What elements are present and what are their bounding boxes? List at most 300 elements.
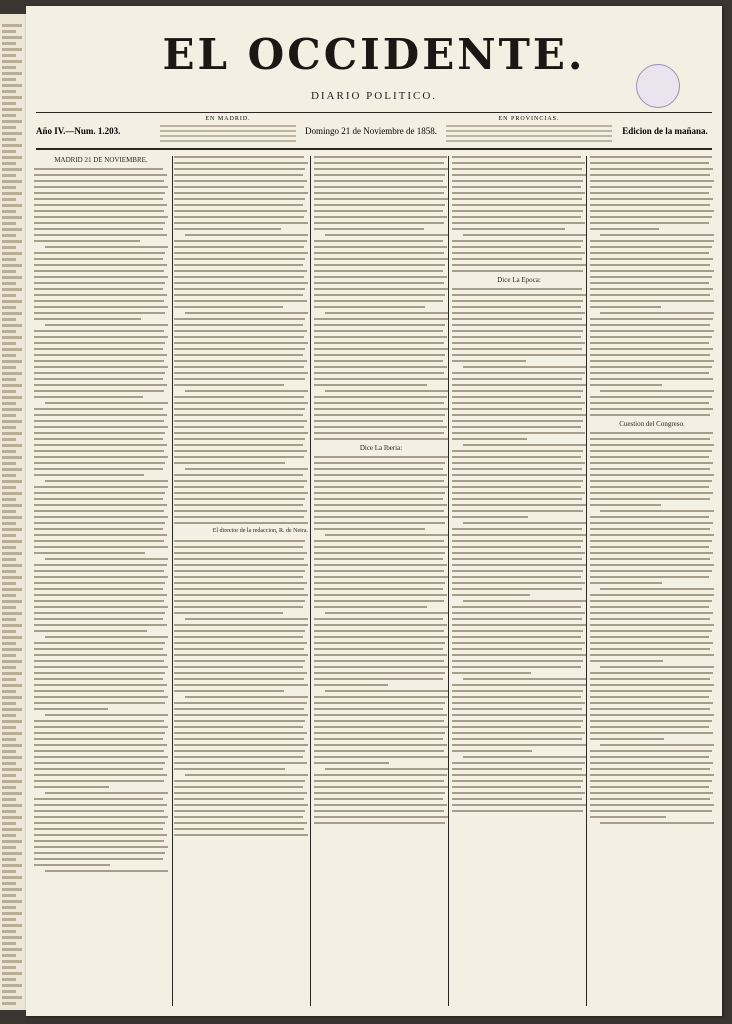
text-line (34, 318, 141, 320)
ghost-line (2, 624, 22, 627)
ghost-line (2, 30, 16, 33)
ghost-line (2, 336, 22, 339)
text-line (314, 528, 425, 530)
text-line (314, 558, 443, 560)
text-line (590, 336, 712, 338)
text-line (314, 270, 443, 272)
text-line (174, 432, 308, 434)
text-line (452, 510, 583, 512)
ghost-line (2, 594, 16, 597)
column-2-signature: El director de la redaccion, R. de Neira. (212, 528, 308, 534)
ghost-line (2, 882, 16, 885)
text-line (452, 240, 583, 242)
text-line (34, 336, 168, 338)
text-line (314, 666, 448, 668)
text-line (452, 372, 585, 374)
ghost-line (2, 402, 16, 405)
text-line (34, 552, 145, 554)
text-line (314, 576, 448, 578)
text-line (314, 738, 443, 740)
text-line (314, 378, 448, 380)
text-line (174, 654, 308, 656)
text-line (314, 282, 444, 284)
ghost-line (2, 54, 16, 57)
text-line (314, 474, 447, 476)
text-line (590, 462, 713, 464)
text-line (452, 540, 583, 542)
text-line (34, 420, 164, 422)
ghost-line (2, 378, 16, 381)
text-line (590, 408, 713, 410)
ghost-line (2, 666, 16, 669)
text-line (452, 342, 585, 344)
text-line (452, 330, 583, 332)
text-line (45, 714, 168, 716)
text-line (34, 234, 167, 236)
text-line (452, 738, 582, 740)
ghost-line (2, 768, 22, 771)
ghost-line (2, 246, 16, 249)
text-line (314, 210, 443, 212)
text-line (452, 354, 586, 356)
ghost-line (2, 894, 16, 897)
ghost-line (2, 426, 16, 429)
text-line (34, 726, 168, 728)
text-line (45, 324, 168, 326)
text-line (452, 348, 582, 350)
text-line (452, 384, 586, 386)
column-1 (34, 156, 168, 1006)
text-line (174, 228, 281, 230)
text-line (314, 684, 388, 686)
text-line (34, 468, 163, 470)
text-line (590, 696, 709, 698)
text-line (452, 210, 583, 212)
text-line (590, 396, 712, 398)
text-line (590, 672, 713, 674)
text-line (314, 732, 445, 734)
text-line (452, 552, 585, 554)
text-line (452, 648, 582, 650)
text-line (452, 546, 581, 548)
text-line (314, 318, 448, 320)
ghost-line (2, 390, 16, 393)
text-line (325, 612, 448, 614)
text-line (174, 690, 284, 692)
text-line (452, 516, 528, 518)
text-line (452, 570, 583, 572)
text-line (34, 846, 168, 848)
text-line (600, 390, 714, 392)
text-line (314, 582, 445, 584)
ghost-line (2, 168, 22, 171)
text-line (590, 294, 710, 296)
ghost-line (2, 978, 16, 981)
text-line (314, 522, 445, 524)
text-line (325, 768, 448, 770)
text-line (590, 330, 714, 332)
text-line (452, 558, 582, 560)
text-line (590, 648, 710, 650)
text-line (314, 570, 444, 572)
text-line (590, 534, 714, 536)
text-line (34, 570, 164, 572)
text-line (34, 426, 168, 428)
ghost-line (2, 924, 22, 927)
ghost-line (2, 648, 22, 651)
text-line (174, 702, 307, 704)
text-line (590, 630, 712, 632)
text-line (34, 192, 165, 194)
text-line (314, 804, 447, 806)
text-line (314, 492, 445, 494)
text-line (314, 216, 447, 218)
text-line (34, 510, 164, 512)
text-line (34, 522, 165, 524)
text-line (314, 552, 445, 554)
ghost-line (2, 798, 16, 801)
text-line (185, 618, 308, 620)
text-line (452, 192, 585, 194)
text-line (314, 462, 445, 464)
text-line (590, 564, 714, 566)
text-line (600, 510, 714, 512)
text-line (314, 306, 425, 308)
text-line (174, 270, 307, 272)
text-line (34, 744, 167, 746)
ghost-line (2, 654, 16, 657)
column-4-heading: Dice La Epoca: (497, 276, 541, 284)
ghost-line (2, 276, 22, 279)
text-line (590, 318, 713, 320)
ghost-line (2, 828, 22, 831)
text-line (600, 234, 714, 236)
text-line (34, 492, 165, 494)
text-line (174, 450, 307, 452)
text-line (34, 222, 165, 224)
text-line (452, 714, 586, 716)
ghost-line (2, 588, 22, 591)
text-line (314, 180, 443, 182)
text-line (185, 696, 308, 698)
text-line (174, 324, 303, 326)
text-line (34, 240, 140, 242)
ghost-line (2, 936, 22, 939)
text-line (34, 858, 163, 860)
text-line (314, 396, 447, 398)
ghost-line (2, 258, 16, 261)
text-line (590, 516, 709, 518)
text-line (590, 624, 714, 626)
provinces-subscription-box (446, 116, 612, 144)
text-line (463, 678, 586, 680)
text-line (34, 294, 167, 296)
column-5-heading: Cuestion del Congreso. (619, 420, 685, 428)
ghost-line (2, 456, 22, 459)
text-line (34, 732, 165, 734)
text-line (314, 792, 445, 794)
text-line (463, 444, 586, 446)
ghost-line (2, 660, 22, 663)
text-line (590, 558, 710, 560)
text-line (34, 696, 168, 698)
text-line (34, 312, 165, 314)
text-line (452, 804, 586, 806)
text-line (174, 798, 304, 800)
text-line (174, 276, 304, 278)
text-line (463, 600, 586, 602)
text-line (314, 696, 448, 698)
text-line (34, 546, 168, 548)
text-line (174, 546, 303, 548)
column-3-heading: Dice La Iberia: (359, 444, 403, 452)
text-line (590, 414, 710, 416)
text-line (174, 582, 307, 584)
text-line (314, 600, 444, 602)
text-line (452, 264, 586, 266)
text-line (34, 306, 168, 308)
text-line (314, 204, 445, 206)
column-separator (586, 156, 587, 1006)
text-line (174, 522, 308, 524)
column-1-heading: MADRID 21 DE NOVIEMBRE. (54, 156, 148, 164)
text-line (314, 498, 443, 500)
text-line (34, 786, 109, 788)
text-line (452, 198, 582, 200)
ghost-line (2, 198, 16, 201)
text-line (174, 612, 283, 614)
ghost-line (2, 228, 22, 231)
text-line (590, 252, 709, 254)
text-line (452, 414, 586, 416)
text-line (174, 780, 305, 782)
ghost-line (2, 570, 16, 573)
text-line (314, 384, 427, 386)
text-line (590, 216, 712, 218)
text-line (34, 564, 167, 566)
text-line (174, 186, 304, 188)
text-line (174, 396, 304, 398)
ghost-line (2, 756, 22, 759)
text-line (174, 486, 304, 488)
column-separator (310, 156, 311, 1006)
text-line (590, 456, 709, 458)
text-line (590, 804, 714, 806)
text-line (590, 726, 709, 728)
text-line (314, 456, 448, 458)
text-line (174, 282, 308, 284)
text-line (590, 654, 714, 656)
text-line (34, 774, 167, 776)
text-line (452, 162, 585, 164)
text-line (174, 474, 303, 476)
text-line (590, 210, 714, 212)
text-line (34, 762, 165, 764)
text-line (590, 612, 713, 614)
text-line (452, 696, 581, 698)
text-line (314, 810, 444, 812)
text-line (452, 504, 586, 506)
text-line (34, 360, 164, 362)
ghost-line (2, 294, 16, 297)
text-line (590, 162, 709, 164)
text-line (174, 306, 283, 308)
text-line (174, 426, 304, 428)
text-line (34, 204, 167, 206)
ghost-line (2, 780, 22, 783)
text-line (452, 798, 582, 800)
ghost-line (2, 126, 16, 129)
text-line (45, 480, 168, 482)
ghost-line (2, 144, 22, 147)
text-line (452, 222, 585, 224)
text-line (314, 744, 447, 746)
ghost-line (2, 840, 22, 843)
ghost-line (2, 462, 16, 465)
text-line (45, 792, 168, 794)
text-line (185, 774, 308, 776)
text-line (314, 486, 448, 488)
text-line (314, 798, 443, 800)
text-line (174, 246, 304, 248)
text-line (590, 204, 710, 206)
ghost-line (2, 942, 16, 945)
ghost-line (2, 240, 22, 243)
ghost-line (2, 150, 16, 153)
text-line (463, 234, 586, 236)
text-line (452, 216, 581, 218)
text-line (34, 750, 164, 752)
text-line (34, 528, 163, 530)
text-line (174, 552, 307, 554)
ghost-line (2, 102, 16, 105)
text-line (314, 654, 447, 656)
text-line (452, 732, 585, 734)
ghost-line (2, 690, 16, 693)
text-line (34, 648, 163, 650)
text-line (34, 396, 143, 398)
text-line (174, 342, 308, 344)
text-line (325, 234, 448, 236)
text-line (314, 708, 443, 710)
text-line (34, 582, 165, 584)
ghost-line (2, 930, 16, 933)
text-line (590, 798, 710, 800)
text-line (452, 486, 581, 488)
text-line (174, 750, 305, 752)
text-line (463, 756, 586, 758)
text-line (185, 390, 308, 392)
text-line (452, 168, 582, 170)
text-line (452, 564, 586, 566)
text-line (452, 174, 586, 176)
text-line (590, 792, 713, 794)
text-line (452, 258, 582, 260)
text-line (174, 366, 304, 368)
newspaper-title: EL OCCIDENTE. (162, 30, 586, 79)
text-line (590, 360, 714, 362)
text-line (314, 564, 447, 566)
text-line (34, 444, 167, 446)
text-line (34, 366, 168, 368)
ghost-line (2, 744, 22, 747)
text-line (34, 642, 165, 644)
text-line (174, 738, 304, 740)
text-line (174, 834, 308, 836)
text-line (174, 732, 307, 734)
text-line (590, 270, 714, 272)
text-line (452, 666, 581, 668)
ghost-line (2, 66, 16, 69)
text-line (314, 624, 447, 626)
text-line (174, 222, 308, 224)
text-line (174, 330, 307, 332)
text-line (174, 288, 305, 290)
text-line (452, 702, 585, 704)
text-line (174, 402, 308, 404)
issue-date: Domingo 21 de Noviembre de 1858. (305, 126, 437, 136)
text-line (452, 594, 530, 596)
text-line (314, 636, 448, 638)
text-line (452, 300, 583, 302)
ghost-line (2, 876, 22, 879)
text-line (314, 750, 444, 752)
library-stamp (636, 64, 680, 108)
text-line (314, 540, 444, 542)
ghost-line (2, 630, 16, 633)
text-line (314, 642, 445, 644)
text-line (590, 240, 714, 242)
text-line (590, 786, 709, 788)
text-line (34, 378, 163, 380)
text-line (590, 660, 663, 662)
ghost-line (2, 414, 16, 417)
text-line (452, 810, 583, 812)
text-line (452, 426, 581, 428)
text-line (174, 180, 307, 182)
text-line (314, 360, 443, 362)
ghost-line (2, 906, 16, 909)
text-line (452, 726, 581, 728)
ghost-line (2, 612, 22, 615)
text-line (590, 492, 713, 494)
ghost-line (2, 492, 22, 495)
ghost-line (2, 174, 16, 177)
text-line (590, 738, 664, 740)
ghost-line (2, 774, 16, 777)
ghost-line (2, 420, 22, 423)
text-line (452, 744, 586, 746)
ghost-line (2, 42, 16, 45)
header-rule-top (36, 112, 712, 113)
text-line (452, 630, 583, 632)
text-line (34, 264, 167, 266)
text-line (314, 504, 447, 506)
text-line (34, 624, 167, 626)
text-line (174, 720, 305, 722)
text-line (590, 450, 712, 452)
text-line (590, 498, 710, 500)
text-line (34, 852, 165, 854)
text-line (34, 828, 163, 830)
text-line (34, 660, 164, 662)
text-line (174, 384, 284, 386)
text-line (590, 606, 709, 608)
text-line (590, 618, 710, 620)
ghost-line (2, 468, 22, 471)
edition-label: Edicion de la mañana. (622, 126, 708, 136)
text-line (174, 588, 304, 590)
